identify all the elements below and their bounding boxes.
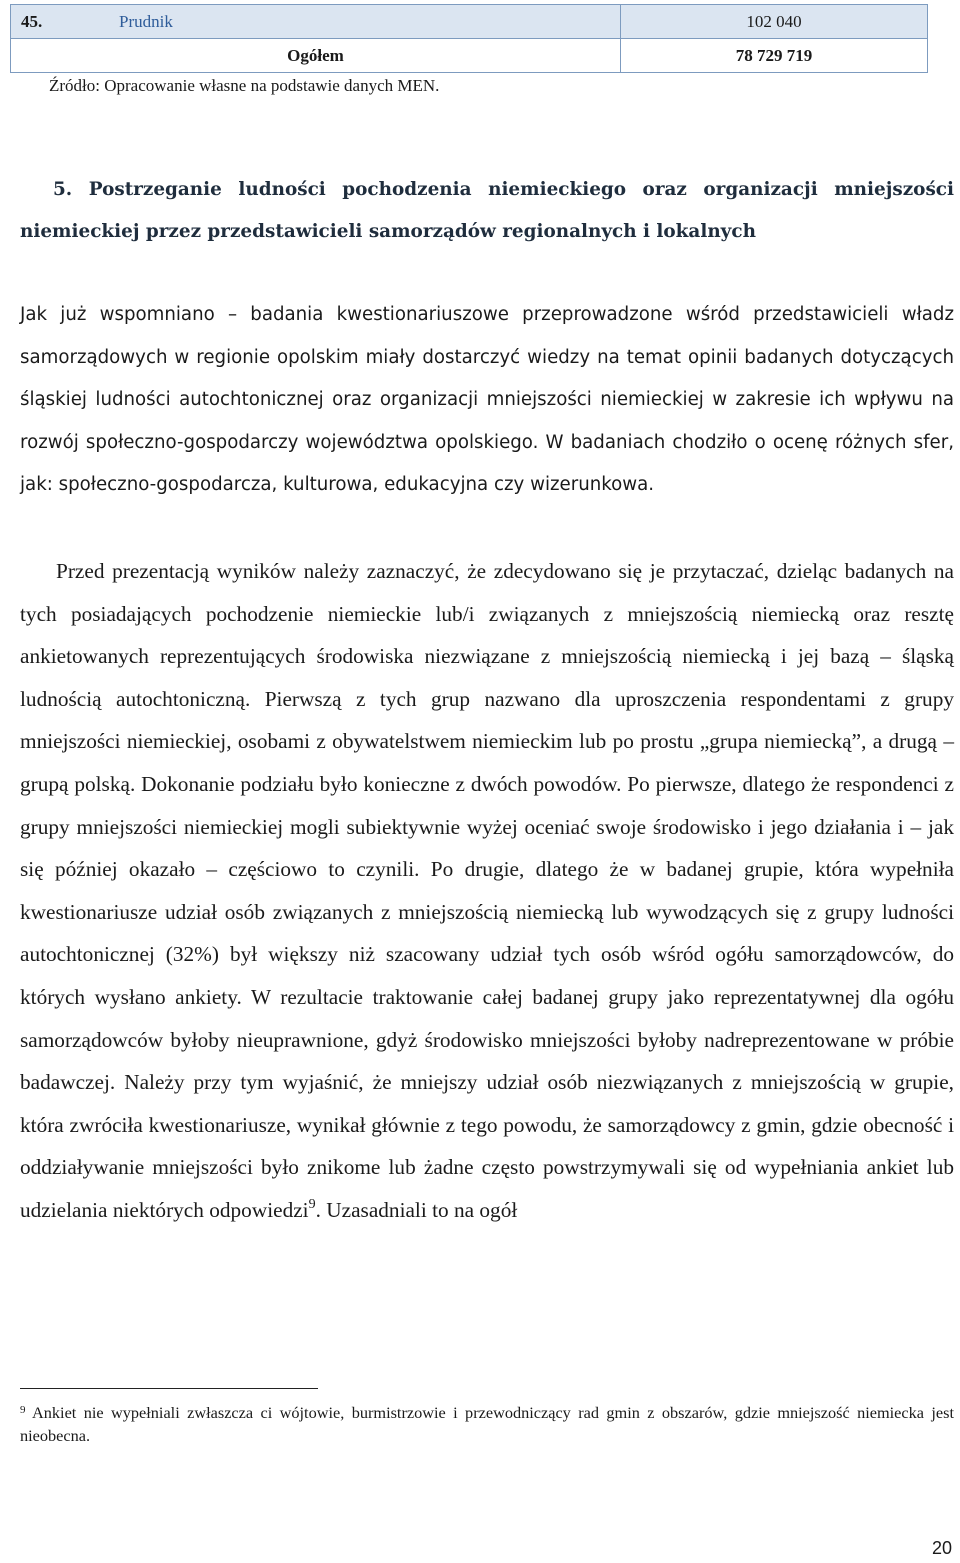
paragraph-text: Przed prezentacją wyników należy zaznaczyć, że zdecydowano się je przytaczać, dzieląc badanych na tych posiadających pochodzenie niemieckie lub/i związanych z mniejszością niemiecką oraz resztę ankietowanych reprezentujących środowiska niezwiązane z mniejszością niemiecką i jej bazą – śląską ludnością autochtoniczną. Pierwszą z tych grup nazwano dla uproszczenia respondentami z grupy mniejszości niemieckiej, osobami z obywatelstwem niemieckim lub po prostu „grupa niemiecką”, a drugą – grupą polską. Dokonanie podziału było konieczne z dwóch powodów. Po pierwsze, dlatego że respondenci z grupy mniejszości niemieckiej mogli subiektywnie wyżej oceniać swoje środowisko i jego działania i – jak się później okazało – częściowo to czynili. Po drugie, dlatego że w badanej grupie, która wypełniła kwestionariusze udział osób związanych z mniejszością niemiecką lub wywodzących się z grupy ludności autochtonicznej (32%) był większy niż szacowany udział tych osób wśród ogółu samorządowców, do których wysłano ankiety. W rezultacie traktowanie całej badanej grupy jako reprezentatywnej dla ogółu samorządowców byłoby nieuprawnione, gdyż środowisko mniejszości byłoby nadreprezentowane w próbie badawczej. Należy przy tym wyjaśnić, że mniejszy udział osób niezwiązanych z mniejszością w grupie, która zwróciła kwestionariusze, wynikał głównie z tego powodu, że samorządowcy z gmin, gdzie obecność i oddziaływanie mniejszości było znikome lub żadne często powstrzymywali się od wypełniania ankiet lub udzielania niektórych odpowiedzi (20, 559, 954, 1222)
table-total-row (11, 39, 928, 73)
page-number: 20 (931, 1538, 952, 1558)
footnote-separator (20, 1388, 318, 1389)
statistics-table (10, 4, 928, 73)
total-value: 78 729 719 (620, 39, 927, 73)
table-cell-value: 102 040 (620, 5, 927, 39)
footnote (20, 1401, 954, 1447)
paragraph (20, 550, 954, 1232)
table-cell-name (11, 5, 621, 39)
footnote-reference[interactable]: 9 (308, 1196, 316, 1212)
section-title: Postrzeganie ludności pochodzenia niemieckiego oraz organizacji mniejszości niemieckiej przez przedstawicieli samorządów regionalnych i lokalnych (20, 179, 954, 242)
paragraph-text-tail: . Uzasadniali to na ogół (315, 1197, 518, 1222)
row-number: 45. (21, 11, 43, 31)
section-heading (20, 169, 954, 253)
section-number: 5. (53, 179, 73, 200)
footnote-number: 9 (20, 1404, 26, 1416)
table-row (11, 5, 928, 39)
table-source-note: Źródło: Opracowanie własne na podstawie danych MEN. (49, 76, 440, 95)
total-label: Ogółem (11, 39, 621, 73)
county-name: Prudnik (119, 11, 173, 31)
footnote-text: Ankiet nie wypełniali zwłaszcza ci wójtowie, burmistrzowie i przewodniczący rad gmin z obszarów, gdzie mniejszość niemiecka jest nieobecna. (20, 1403, 954, 1445)
paragraph: Jak już wspomniano – badania kwestionariuszowe przeprowadzone wśród przedstawicieli władz samorządowych w regionie opolskim miały dostarczyć wiedzy na temat opinii badanych dotyczących śląskiej ludności autochtonicznej oraz organizacji mniejszości niemieckiej w zakresie ich wpływu na rozwój społeczno-gospodarczy województwa opolskiego. W badaniach chodziło o ocenę różnych sfer, jak: społeczno-gospodarcza, kulturowa, edukacyjna czy wizerunkowa. (20, 304, 954, 496)
